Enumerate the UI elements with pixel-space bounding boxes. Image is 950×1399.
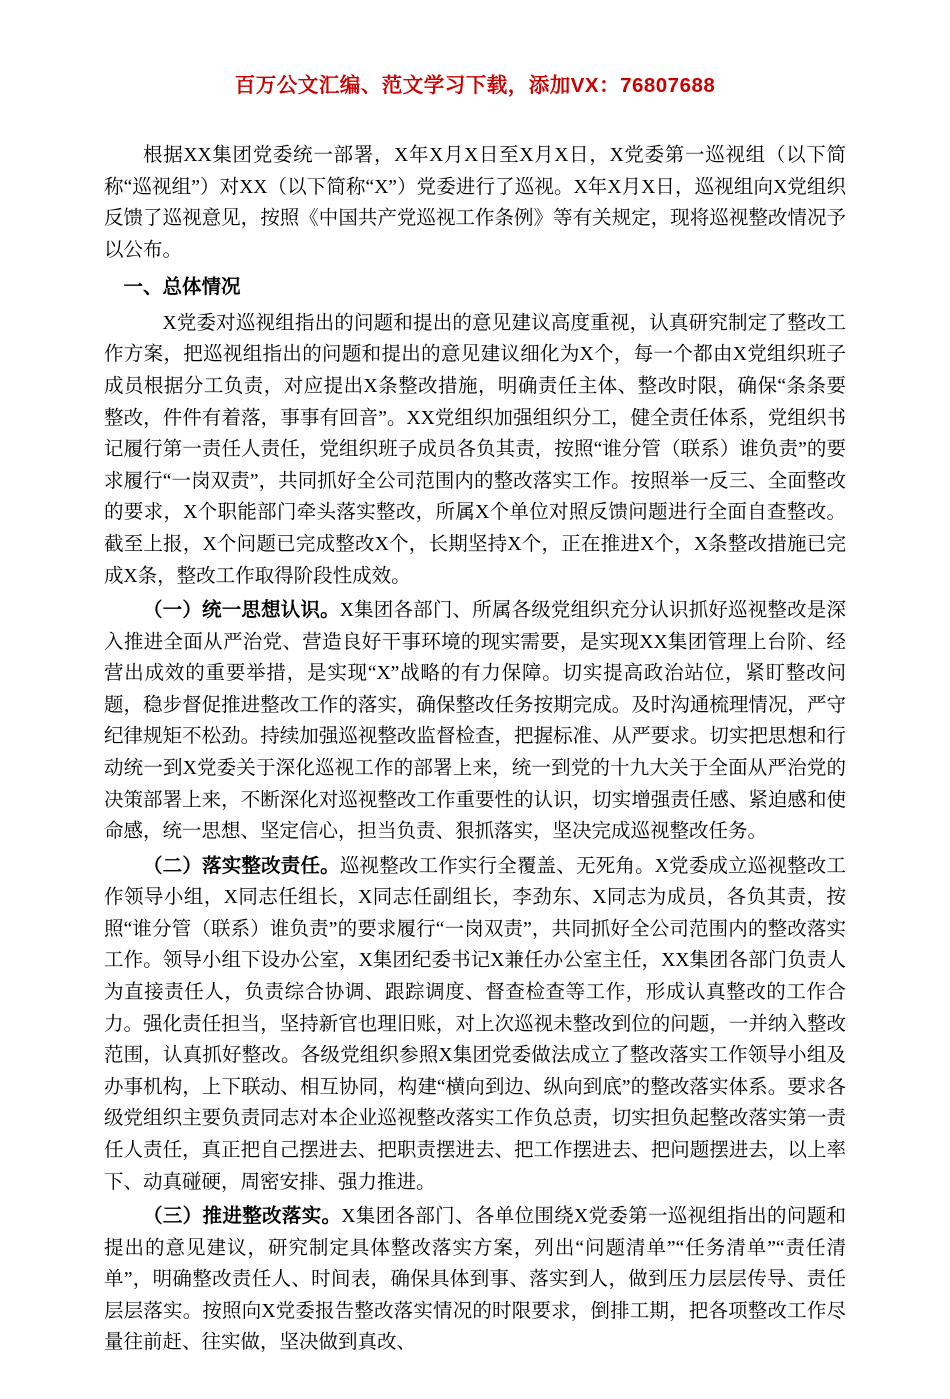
item-body-text: X集团各部门、各单位围绕X党委第一巡视组指出的问题和提出的意见建议，研究制定具体整改落实方案，列出“问题清单”“任务清单”“责任清单”，明确整改责任人、时间表，确保具体到事、落实到人，做到压力层层传导、责任层层落实。按照向X党委报告整改落实情况的时限要求，倒排工期，把各项整改工作尽量往前赶、往实做，坚决做到真改、 — [104, 1206, 846, 1354]
list-item — [104, 595, 846, 848]
intro-paragraph: 根据XX集团党委统一部署，X年X月X日至X月X日，X党委第一巡视组（以下简称“巡视组”）对XX（以下简称“X”）党委进行了巡视。X年X月X日，巡视组向X党组织反馈了巡视意见，按照《中国共产党巡视工作条例》等有关规定，现将巡视整改情况予以公布。 — [104, 145, 846, 261]
list-item — [104, 851, 846, 1198]
item-body-text: 巡视整改工作实行全覆盖、无死角。X党委成立巡视整改工作领导小组，X同志任组长，X同志任副组长，李劲东、X同志为成员，各负其责，按照“谁分管（联系）谁负责”的要求履行“一岗双责”，共同抓好全公司范围内的整改落实工作。领导小组下设办公室，X集团纪委书记X兼任办公室主任，XX集团各部门负责人为直接责任人，负责综合协调、跟踪调度、督查检查等工作，形成认真整改的工作合力。强化责任担当，坚持新官也理旧账，对上次巡视未整改到位的问题，一并纳入整改范围，认真抓好整改。各级党组织参照X集团党委做法成立了整改落实工作领导小组及办事机构，上下联动、相互协同，构建“横向到边、纵向到底”的整改落实体系。要求各级党组织主要负责同志对本企业巡视整改落实工作负总责，切实担负起整改落实第一责任人责任，真正把自己摆进去、把职责摆进去、把工作摆进去、把问题摆进去，以上率下、动真碰硬，周密安排、强力推进。 — [104, 855, 846, 1193]
item-lead-label: （三）推进整改落实。 — [143, 1205, 342, 1228]
item-body-text: X集团各部门、所属各级党组织充分认识抓好巡视整改是深入推进全面从严治党、营造良好干事环境的现实需要，是实现XX集团管理上台阶、经营出成效的重要举措，是实现“X”战略的有力保障。切实提高政治站位，紧盯整改问题，稳步督促推进整改工作的落实，确保整改任务按期完成。及时沟通梳理情况，严守纪律规矩不松劲。持续加强巡视整改监督检查，把握标准、从严要求。切实把思想和行动统一到X党委关于深化巡视工作的部署上来，统一到党的十九大关于全面从严治党的决策部署上来，不断深化对巡视整改工作重要性的认识，切实增强责任感、紧迫感和使命感，统一思想、坚定信心，担当负责、狠抓落实，坚决完成巡视整改任务。 — [104, 600, 846, 843]
list-item — [104, 1201, 846, 1359]
item-lead-label: （一）统一思想认识。 — [143, 599, 340, 622]
item-lead-label: （二）落实整改责任。 — [143, 854, 340, 877]
section-heading-one: 一、总体情况 — [123, 276, 241, 299]
section-one-body: X党委对巡视组指出的问题和提出的意见建议高度重视，认真研究制定了整改工作方案，把巡视组指出的问题和提出的意见建议细化为X个，每一个都由X党组织班子成员根据分工负责，对应提出X条整改措施，明确责任主体、整改时限，确保“条条要整改，件件有着落，事事有回音”。XX党组织加强组织分工，健全责任体系，党组织书记履行第一责任人责任，党组织班子成员各负其责，按照“谁分管（联系）谁负责”的要求履行“一岗双责”，共同抓好全公司范围内的整改落实工作。按照举一反三、全面整改的要求，X个职能部门牵头落实整改，所属X个单位对照反馈问题进行全面自查整改。截至上报，X个问题已完成整改X个，长期坚持X个，正在推进X个，X条整改措施已完成X条，整改工作取得阶段性成效。 — [104, 312, 846, 587]
watermark-text: 百万公文汇编、范文学习下载，添加VX：76807688 — [234, 74, 716, 97]
document-body — [104, 140, 846, 1359]
